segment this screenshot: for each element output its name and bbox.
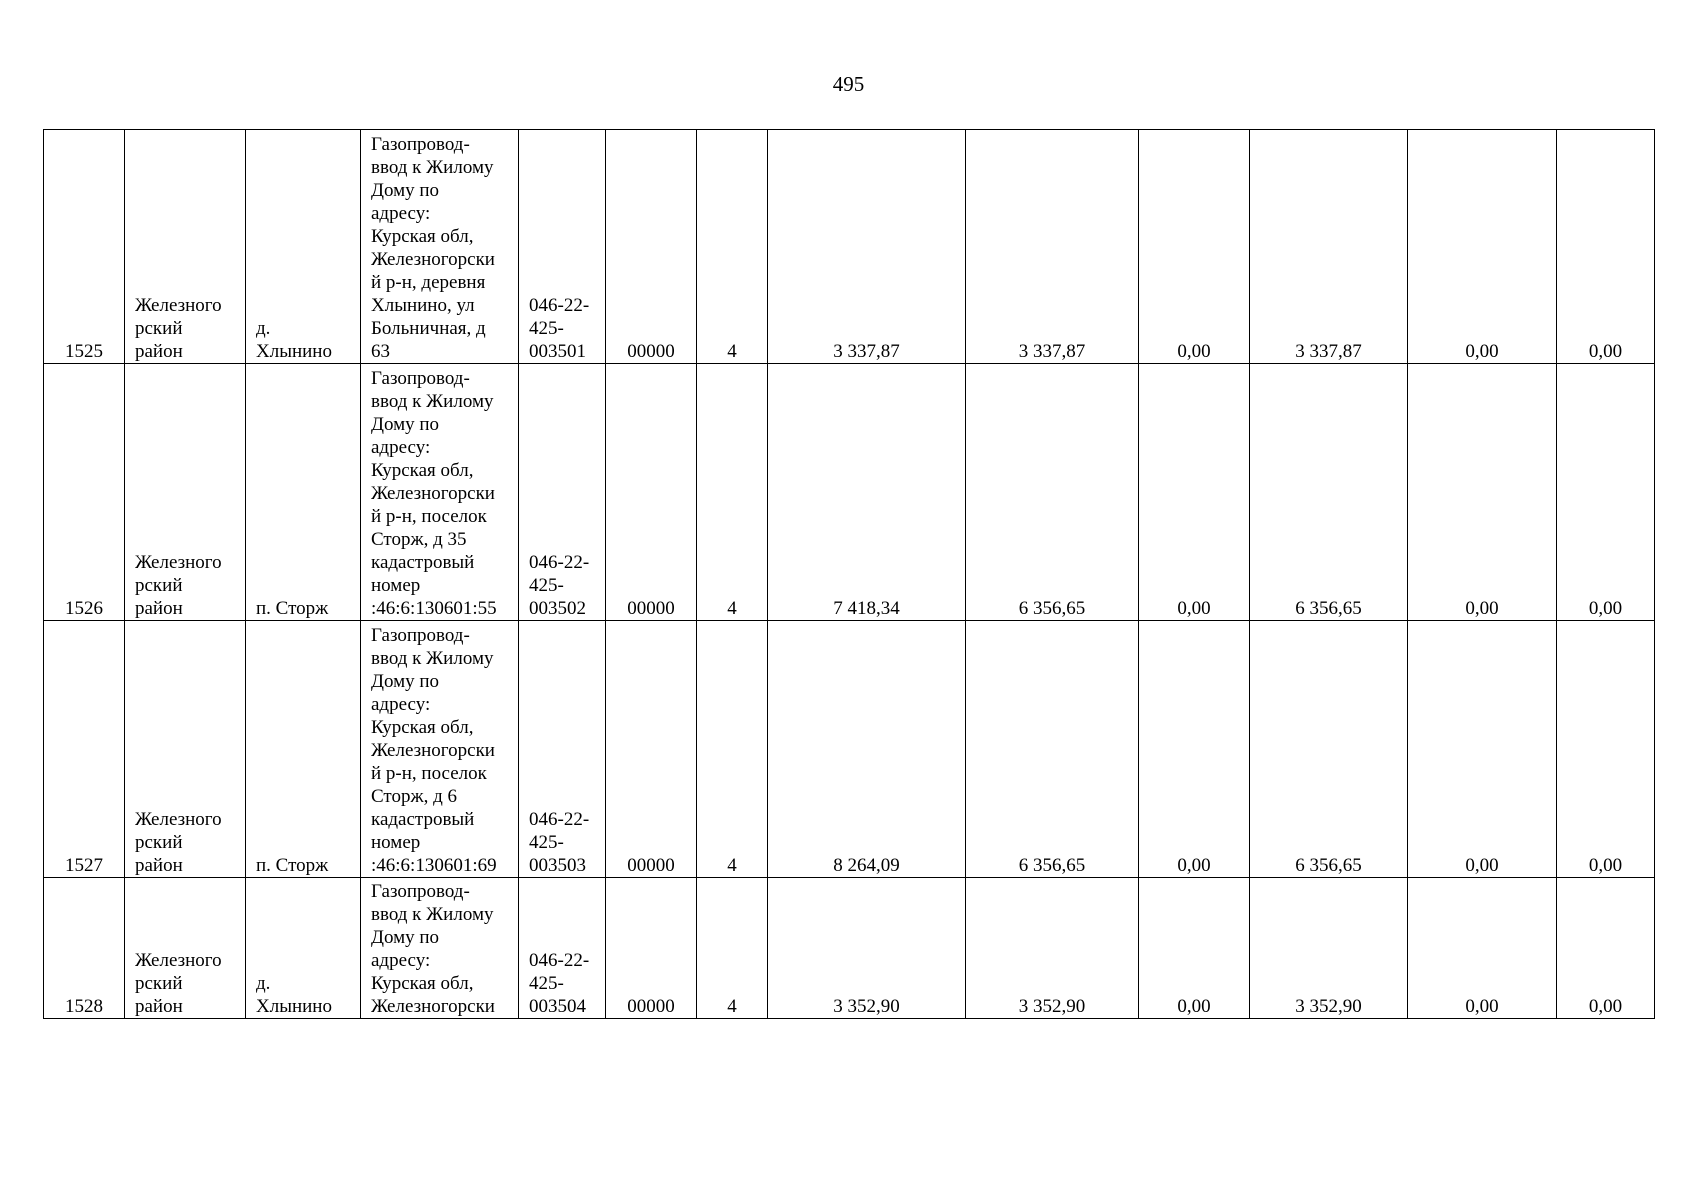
value-cell: 0,00 xyxy=(1408,130,1557,364)
value-cell: 0,00 xyxy=(1557,130,1655,364)
value-cell: 0,00 xyxy=(1408,878,1557,1019)
description-cell: Газопровод- ввод к Жилому Дому по адресу: Курская обл, Железногорски й р-н, поселок Сторж, д 6 кадастровый номер :46:6:130601:69 xyxy=(361,621,519,878)
value-cell: 6 356,65 xyxy=(1250,364,1408,621)
district-cell: Железного рский район xyxy=(125,621,246,878)
value-cell: 3 352,90 xyxy=(966,878,1139,1019)
code-suffix-cell: 00000 xyxy=(606,621,697,878)
category-cell: 4 xyxy=(697,364,768,621)
locality-cell: д. Хлынино xyxy=(246,130,361,364)
code-suffix-cell: 00000 xyxy=(606,130,697,364)
value-cell: 0,00 xyxy=(1557,364,1655,621)
value-cell: 0,00 xyxy=(1408,364,1557,621)
value-cell: 3 337,87 xyxy=(966,130,1139,364)
value-cell: 0,00 xyxy=(1139,364,1250,621)
row-number: 1526 xyxy=(44,364,125,621)
description-cell: Газопровод- ввод к Жилому Дому по адресу: Курская обл, Железногорски xyxy=(361,878,519,1019)
code-cell: 046-22- 425- 003501 xyxy=(519,130,606,364)
value-cell: 3 337,87 xyxy=(768,130,966,364)
table-row xyxy=(44,130,1655,364)
value-cell: 0,00 xyxy=(1557,878,1655,1019)
code-cell: 046-22- 425- 003502 xyxy=(519,364,606,621)
value-cell: 6 356,65 xyxy=(966,621,1139,878)
description-cell: Газопровод- ввод к Жилому Дому по адресу: Курская обл, Железногорски й р-н, деревня Хлынино, ул Больничная, д 63 xyxy=(361,130,519,364)
table-row xyxy=(44,878,1655,1019)
code-suffix-cell: 00000 xyxy=(606,878,697,1019)
row-number: 1527 xyxy=(44,621,125,878)
page-number: 495 xyxy=(832,72,865,96)
value-cell: 0,00 xyxy=(1139,878,1250,1019)
value-cell: 0,00 xyxy=(1139,621,1250,878)
registry-table xyxy=(43,129,1655,1019)
value-cell: 7 418,34 xyxy=(768,364,966,621)
value-cell: 6 356,65 xyxy=(966,364,1139,621)
district-cell: Железного рский район xyxy=(125,130,246,364)
table-row xyxy=(44,364,1655,621)
district-cell: Железного рский район xyxy=(125,878,246,1019)
value-cell: 0,00 xyxy=(1139,130,1250,364)
district-cell: Железного рский район xyxy=(125,364,246,621)
row-number: 1525 xyxy=(44,130,125,364)
locality-cell: д. Хлынино xyxy=(246,878,361,1019)
row-number: 1528 xyxy=(44,878,125,1019)
locality-cell: п. Сторж xyxy=(246,364,361,621)
category-cell: 4 xyxy=(697,621,768,878)
value-cell: 0,00 xyxy=(1557,621,1655,878)
value-cell: 0,00 xyxy=(1408,621,1557,878)
value-cell: 8 264,09 xyxy=(768,621,966,878)
value-cell: 3 352,90 xyxy=(1250,878,1408,1019)
value-cell: 3 337,87 xyxy=(1250,130,1408,364)
code-suffix-cell: 00000 xyxy=(606,364,697,621)
value-cell: 3 352,90 xyxy=(768,878,966,1019)
table-row xyxy=(44,621,1655,878)
category-cell: 4 xyxy=(697,130,768,364)
locality-cell: п. Сторж xyxy=(246,621,361,878)
description-cell: Газопровод- ввод к Жилому Дому по адресу: Курская обл, Железногорски й р-н, поселок Сторж, д 35 кадастровый номер :46:6:130601:55 xyxy=(361,364,519,621)
code-cell: 046-22- 425- 003504 xyxy=(519,878,606,1019)
category-cell: 4 xyxy=(697,878,768,1019)
code-cell: 046-22- 425- 003503 xyxy=(519,621,606,878)
value-cell: 6 356,65 xyxy=(1250,621,1408,878)
